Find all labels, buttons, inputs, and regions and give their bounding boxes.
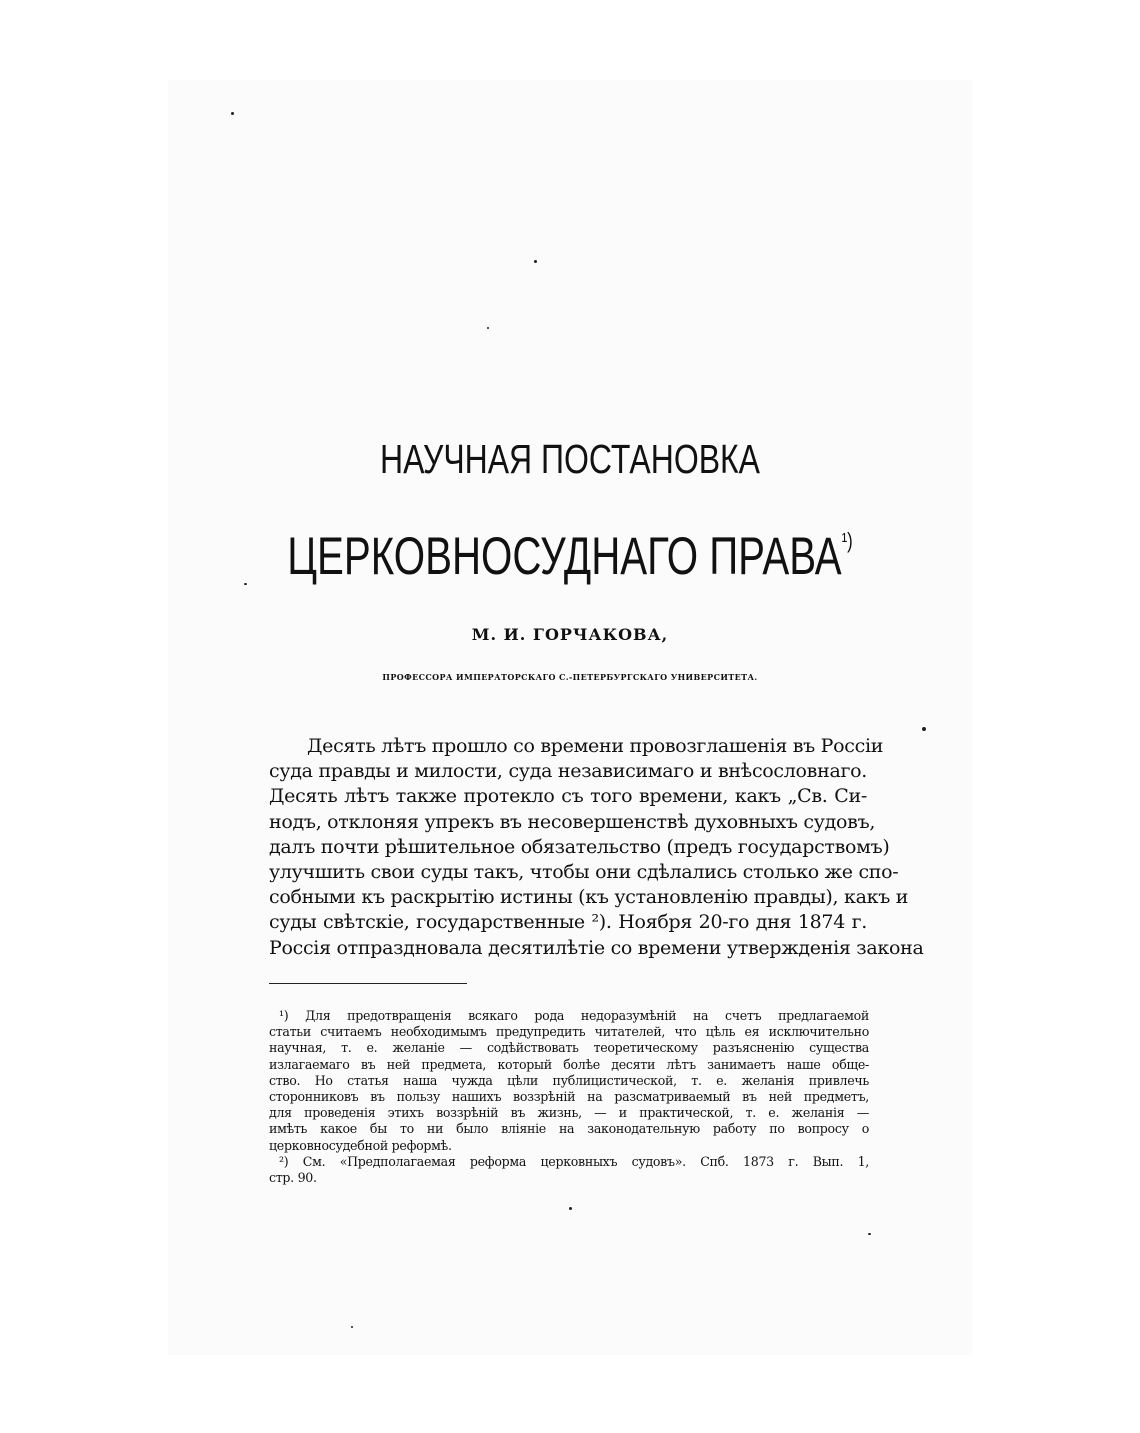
body-paragraph [269, 734, 924, 961]
scan-speck [231, 112, 234, 115]
body-line: суды свѣтскіе, государственные ²). Ноября 20-го дня 1874 г. [269, 911, 867, 934]
body-line: Десять лѣтъ также протекло съ того времени, какъ „Св. Си- [269, 785, 867, 808]
title-line-1: НАУЧНАЯ ПОСТАНОВКА [379, 436, 761, 482]
body-line: Россія отпраздновала десятилѣтіе со времени утвержденія закона [269, 936, 924, 959]
footnote-line: имѣть какое бы то ни было вліяніе на законодательную работу по вопросу о [269, 1121, 869, 1137]
title-footnote-mark: ¹) [841, 528, 853, 553]
footnote-line: статьи считаемъ необходимымъ предупредить читателей, что цѣль ея исключительно [269, 1024, 869, 1040]
footnotes [269, 1008, 869, 1186]
scan-speck [922, 727, 926, 731]
body-line: собными къ раскрытію истины (къ установленію правды), какъ и [269, 886, 909, 909]
footnote-line: стр. 90. [269, 1170, 317, 1186]
footnote-line: сторонниковъ въ пользу нашихъ воззрѣній на разсматриваемый въ ней предметъ, [269, 1089, 869, 1105]
footnote-line: ²) См. «Предполагаемая реформа церковныхъ судовъ». Спб. 1873 г. Вып. 1, [279, 1153, 869, 1169]
body-line: суда правды и милости, суда независимаго и внѣсословнаго. [269, 760, 867, 783]
scan-speck [534, 260, 537, 263]
body-line: улучшить свои суды такъ, чтобы они сдѣлались столько же спо- [269, 861, 899, 884]
footnote-line: ство. Но статья наша чужда цѣли публицистической, т. е. желанія привлечь [269, 1072, 869, 1088]
scan-speck [868, 1233, 871, 1235]
author-affiliation: ПРОФЕССОРА ИМПЕРАТОРСКАГО С.-ПЕТЕРБУРГСКАГО УНИВЕРСИТЕТА. [382, 672, 758, 682]
body-line: Десять лѣтъ прошло со времени провозглашенія въ Россіи [307, 735, 884, 757]
footnote-line: церковносудебной реформѣ. [269, 1137, 452, 1153]
author-name: М. И. ГОРЧАКОВА, [471, 625, 669, 644]
title-line-2-text: ЦЕРКОВНОСУДНАГО ПРАВА [287, 527, 842, 586]
footnote-line: научная, т. е. желаніе — содѣйствовать теоретическому разъясненію существа [269, 1040, 869, 1056]
body-line: нодъ, отклоняя упрекъ въ несовершенствѣ духовныхъ судовъ, [269, 810, 876, 833]
footnote-separator [269, 983, 467, 984]
title-line-2 [137, 526, 1003, 587]
body-line: далъ почти рѣшительное обязательство (предъ государствомъ) [269, 835, 890, 858]
footnote-line: ¹) Для предотвращенія всякаго рода недоразумѣній на счетъ предлагаемой [279, 1008, 869, 1023]
footnote-line: для проведенія этихъ воззрѣній въ жизнь, — и практической, т. е. желанія — [269, 1105, 869, 1121]
scan-speck [569, 1207, 572, 1210]
scan-speck [487, 327, 489, 329]
footnote-line: излагаемаго въ ней предмета, который болѣе десяти лѣтъ занимаетъ наше обще- [269, 1056, 869, 1072]
scan-speck [351, 1326, 353, 1328]
